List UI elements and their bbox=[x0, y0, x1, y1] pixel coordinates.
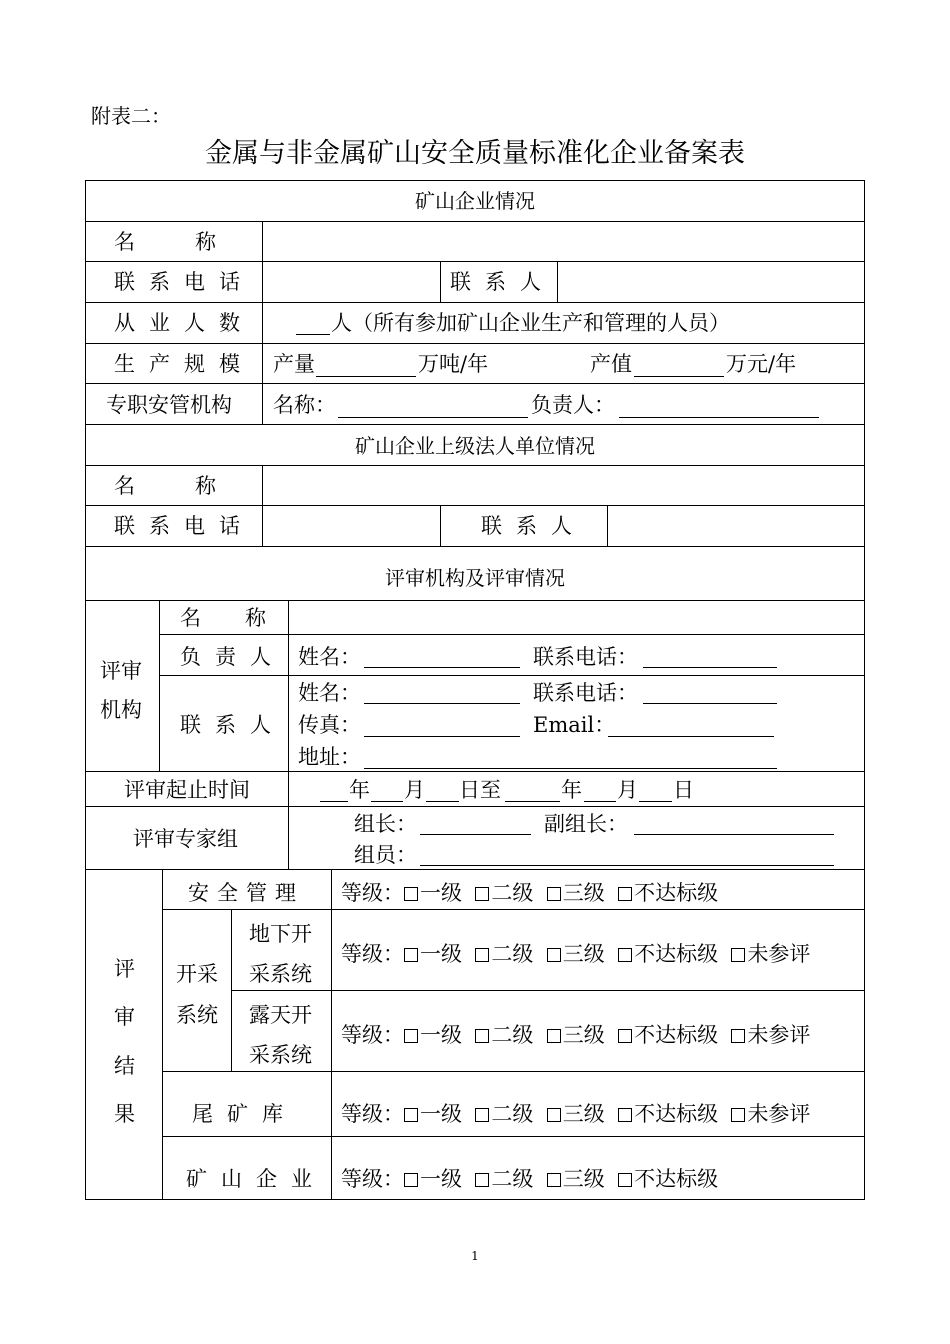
grade-label: 等级： bbox=[341, 1102, 404, 1126]
safety-management-label: 安全管理 bbox=[188, 881, 304, 905]
grade-option-level-1[interactable]: 一级 bbox=[404, 1102, 462, 1126]
output-unit: 万吨/年 bbox=[418, 352, 489, 376]
safety-org-head-label: 负责人： bbox=[531, 393, 615, 417]
email-label: Email： bbox=[533, 713, 616, 737]
grade-option-level-2[interactable]: 二级 bbox=[475, 881, 533, 905]
parent-contact-field[interactable] bbox=[611, 509, 861, 541]
checkbox-icon[interactable] bbox=[547, 1108, 561, 1122]
mine-contact-label: 联系人 bbox=[450, 270, 555, 294]
checkbox-icon[interactable] bbox=[731, 948, 745, 962]
grade-option-not-rated[interactable]: 未参评 bbox=[731, 1023, 810, 1047]
checkbox-icon[interactable] bbox=[618, 1173, 632, 1187]
head-phone-field[interactable] bbox=[643, 667, 777, 668]
members-field[interactable] bbox=[420, 865, 834, 866]
results-label-char-1: 评 bbox=[114, 957, 135, 981]
address-label: 地址： bbox=[298, 745, 361, 769]
fax-field[interactable] bbox=[364, 736, 520, 737]
end-day-unit: 日 bbox=[673, 778, 694, 802]
review-period-label: 评审起止时间 bbox=[124, 778, 250, 802]
page-number: 1 bbox=[471, 1249, 479, 1263]
staff-count-field[interactable] bbox=[296, 334, 330, 335]
checkbox-icon[interactable] bbox=[547, 1173, 561, 1187]
parent-name-label: 名称 bbox=[114, 474, 276, 498]
page-title: 金属与非金属矿山安全质量标准化企业备案表 bbox=[205, 138, 745, 169]
head-phone-label: 联系电话： bbox=[533, 645, 638, 669]
checkbox-icon[interactable] bbox=[547, 948, 561, 962]
review-org-name-label: 名称 bbox=[180, 606, 310, 630]
output-label: 产量 bbox=[273, 352, 315, 376]
review-org-label-2: 机构 bbox=[100, 698, 142, 722]
grade-option-level-2[interactable]: 二级 bbox=[475, 1102, 533, 1126]
results-label-char-2: 审 bbox=[114, 1005, 135, 1029]
grade-row-mine-enterprise bbox=[341, 1167, 718, 1191]
review-section-header: 评审机构及评审情况 bbox=[385, 566, 565, 590]
staff-count-label: 从业人数 bbox=[114, 311, 254, 335]
review-head-label: 负责人 bbox=[180, 645, 285, 669]
safety-org-label: 专职安管机构 bbox=[106, 393, 232, 417]
head-name-field[interactable] bbox=[364, 667, 520, 668]
end-day-field[interactable] bbox=[639, 801, 672, 802]
checkbox-icon[interactable] bbox=[404, 1173, 418, 1187]
members-label: 组员： bbox=[354, 843, 417, 867]
grade-row-open-pit bbox=[341, 1023, 810, 1047]
checkbox-icon[interactable] bbox=[731, 1108, 745, 1122]
grade-option-level-2[interactable]: 二级 bbox=[475, 942, 533, 966]
expert-group-label: 评审专家组 bbox=[133, 827, 238, 851]
fax-label: 传真： bbox=[298, 713, 361, 737]
review-org-label-1: 评审 bbox=[100, 659, 142, 683]
leader-field[interactable] bbox=[420, 834, 531, 835]
results-label-char-4: 果 bbox=[114, 1102, 135, 1126]
checkbox-icon[interactable] bbox=[547, 887, 561, 901]
safety-org-head-field[interactable] bbox=[619, 417, 819, 418]
underground-label-2: 采系统 bbox=[249, 962, 312, 986]
checkbox-icon[interactable] bbox=[731, 1029, 745, 1043]
tailings-label: 尾矿库 bbox=[192, 1102, 297, 1126]
checkbox-icon[interactable] bbox=[618, 1029, 632, 1043]
grade-label: 等级： bbox=[341, 881, 404, 905]
grade-label: 等级： bbox=[341, 942, 404, 966]
grade-option-not-rated[interactable]: 未参评 bbox=[731, 1102, 810, 1126]
leader-label: 组长： bbox=[354, 812, 417, 836]
checkbox-icon[interactable] bbox=[618, 887, 632, 901]
mine-name-label: 名称 bbox=[114, 230, 276, 254]
mine-phone-label: 联系电话 bbox=[114, 270, 254, 294]
end-month-unit: 月 bbox=[617, 778, 638, 802]
start-month-field[interactable] bbox=[371, 801, 403, 802]
open-pit-label-1: 露天开 bbox=[249, 1003, 312, 1027]
mine-name-field[interactable] bbox=[266, 225, 860, 257]
results-label-char-3: 结 bbox=[114, 1054, 135, 1078]
grade-option-not-rated[interactable]: 未参评 bbox=[731, 942, 810, 966]
parent-phone-label: 联系电话 bbox=[114, 514, 254, 538]
checkbox-icon[interactable] bbox=[618, 948, 632, 962]
end-year-field[interactable] bbox=[505, 801, 560, 802]
checkbox-icon[interactable] bbox=[404, 887, 418, 901]
mine-section-header: 矿山企业情况 bbox=[415, 189, 535, 213]
grade-option-substandard[interactable]: 不达标级 bbox=[618, 1023, 718, 1047]
address-field[interactable] bbox=[364, 768, 777, 769]
output-field[interactable] bbox=[316, 376, 416, 377]
grade-option-level-3[interactable]: 三级 bbox=[547, 942, 605, 966]
checkbox-icon[interactable] bbox=[547, 1029, 561, 1043]
contact-phone-label: 联系电话： bbox=[533, 681, 638, 705]
mining-system-label-1: 开采 bbox=[176, 962, 218, 986]
grade-option-level-2[interactable]: 二级 bbox=[475, 1023, 533, 1047]
deputy-leader-label: 副组长： bbox=[544, 812, 628, 836]
checkbox-icon[interactable] bbox=[618, 1108, 632, 1122]
checkbox-icon[interactable] bbox=[475, 1029, 489, 1043]
grade-option-substandard[interactable]: 不达标级 bbox=[618, 881, 718, 905]
mine-contact-field[interactable] bbox=[561, 265, 861, 297]
grade-row-underground bbox=[341, 942, 810, 966]
mine-enterprise-label: 矿山企业 bbox=[186, 1167, 326, 1191]
start-year-unit: 年 bbox=[349, 778, 370, 802]
appendix-label: 附表二： bbox=[91, 104, 171, 128]
grade-row-safety-management bbox=[341, 881, 718, 905]
grade-option-level-3[interactable]: 三级 bbox=[547, 1102, 605, 1126]
grade-option-level-2[interactable]: 二级 bbox=[475, 1167, 533, 1191]
value-label: 产值 bbox=[590, 352, 632, 376]
end-month-field[interactable] bbox=[584, 801, 616, 802]
start-month-unit: 月 bbox=[404, 778, 425, 802]
checkbox-icon[interactable] bbox=[475, 887, 489, 901]
parent-phone-field[interactable] bbox=[266, 509, 436, 541]
mine-phone-field[interactable] bbox=[266, 265, 436, 297]
open-pit-label-2: 采系统 bbox=[249, 1043, 312, 1067]
grade-option-level-1[interactable]: 一级 bbox=[404, 942, 462, 966]
grade-option-substandard[interactable]: 不达标级 bbox=[618, 1167, 718, 1191]
value-field[interactable] bbox=[634, 376, 724, 377]
underground-label-1: 地下开 bbox=[249, 922, 312, 946]
grade-option-substandard[interactable]: 不达标级 bbox=[618, 1102, 718, 1126]
grade-option-level-3[interactable]: 三级 bbox=[547, 1023, 605, 1047]
grade-option-substandard[interactable]: 不达标级 bbox=[618, 942, 718, 966]
grade-row-tailings bbox=[341, 1102, 810, 1126]
start-day-unit: 日至 bbox=[459, 778, 501, 802]
checkbox-icon[interactable] bbox=[475, 1173, 489, 1187]
checkbox-icon[interactable] bbox=[475, 948, 489, 962]
production-scale-label: 生产规模 bbox=[114, 352, 254, 376]
checkbox-icon[interactable] bbox=[404, 948, 418, 962]
checkbox-icon[interactable] bbox=[404, 1029, 418, 1043]
grade-option-level-1[interactable]: 一级 bbox=[404, 881, 462, 905]
checkbox-icon[interactable] bbox=[404, 1108, 418, 1122]
end-year-unit: 年 bbox=[561, 778, 582, 802]
head-name-label: 姓名： bbox=[298, 645, 361, 669]
value-unit: 万元/年 bbox=[726, 352, 797, 376]
grade-label: 等级： bbox=[341, 1167, 404, 1191]
grade-option-level-3[interactable]: 三级 bbox=[547, 1167, 605, 1191]
deputy-leader-field[interactable] bbox=[634, 834, 834, 835]
grade-option-level-3[interactable]: 三级 bbox=[547, 881, 605, 905]
safety-org-name-label: 名称： bbox=[273, 393, 336, 417]
email-field[interactable] bbox=[608, 736, 774, 737]
start-day-field[interactable] bbox=[426, 801, 459, 802]
mining-system-label-2: 系统 bbox=[176, 1003, 218, 1027]
checkbox-icon[interactable] bbox=[475, 1108, 489, 1122]
review-contact-label: 联系人 bbox=[180, 713, 285, 737]
grade-option-level-1[interactable]: 一级 bbox=[404, 1167, 462, 1191]
grade-option-level-1[interactable]: 一级 bbox=[404, 1023, 462, 1047]
staff-count-note: 人（所有参加矿山企业生产和管理的人员） bbox=[331, 311, 730, 335]
contact-phone-field[interactable] bbox=[643, 703, 777, 704]
contact-name-field[interactable] bbox=[364, 703, 520, 704]
parent-contact-label: 联系人 bbox=[481, 514, 586, 538]
review-org-name-field[interactable] bbox=[292, 604, 860, 632]
safety-org-name-field[interactable] bbox=[338, 417, 528, 418]
contact-name-label: 姓名： bbox=[298, 681, 361, 705]
start-year-field[interactable] bbox=[320, 801, 348, 802]
grade-label: 等级： bbox=[341, 1023, 404, 1047]
parent-section-header: 矿山企业上级法人单位情况 bbox=[355, 434, 595, 458]
parent-name-field[interactable] bbox=[266, 469, 860, 501]
